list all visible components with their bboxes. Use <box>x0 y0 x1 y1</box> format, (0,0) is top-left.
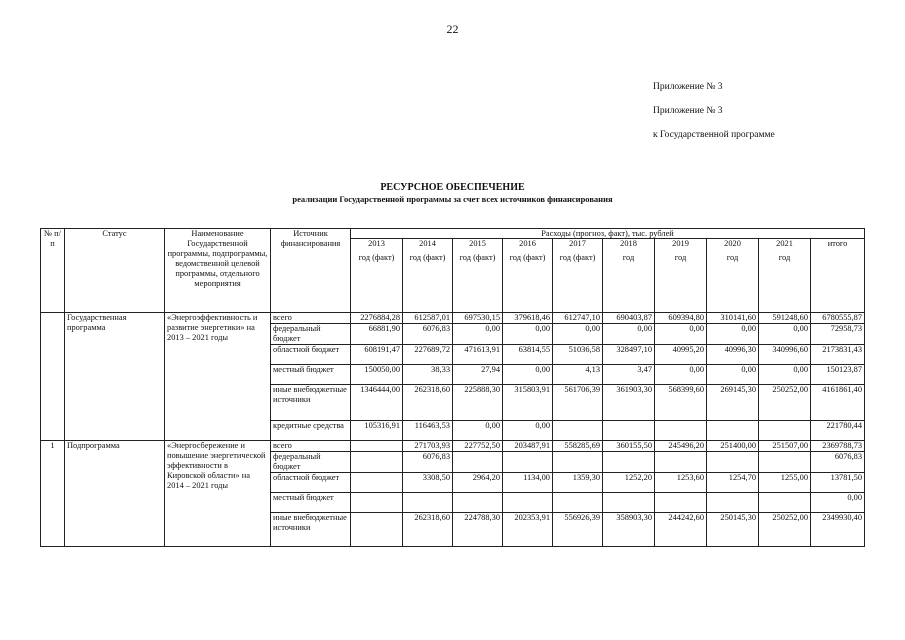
header-year-type: год <box>674 253 687 262</box>
row-source: всего <box>271 313 351 324</box>
cell-value: 1359,30 <box>553 473 603 493</box>
appendix-line-3: к Государственной программе <box>653 130 775 140</box>
cell-value: 227689,72 <box>403 345 453 365</box>
cell-value: 0,00 <box>453 421 503 441</box>
cell-value: 250145,30 <box>707 513 759 547</box>
cell-value: 1254,70 <box>707 473 759 493</box>
cell-value <box>553 421 603 441</box>
header-year-type: год (факт) <box>559 253 596 262</box>
row-num <box>41 313 65 441</box>
cell-value: 0,00 <box>603 324 655 345</box>
cell-total: 221780,44 <box>811 421 865 441</box>
cell-value <box>655 452 707 473</box>
cell-value <box>707 421 759 441</box>
cell-value: 262318,60 <box>403 513 453 547</box>
header-year-label: 2018 <box>620 239 637 248</box>
cell-value: 245496,20 <box>655 441 707 452</box>
row-num: 1 <box>41 441 65 547</box>
cell-value: 358903,30 <box>603 513 655 547</box>
cell-value: 0,00 <box>553 324 603 345</box>
header-year-label: 2019 <box>672 239 689 248</box>
cell-total: 13781,50 <box>811 473 865 493</box>
cell-value <box>351 441 403 452</box>
header-year-type: год <box>622 253 635 262</box>
row-status: Подпрограмма <box>65 441 165 547</box>
header-year-2018 <box>603 239 655 313</box>
header-year-2016 <box>503 239 553 313</box>
cell-value <box>503 493 553 513</box>
cell-value <box>603 493 655 513</box>
cell-value: 0,00 <box>503 421 553 441</box>
cell-value: 251400,00 <box>707 441 759 452</box>
cell-value: 227752,50 <box>453 441 503 452</box>
cell-value: 0,00 <box>453 324 503 345</box>
cell-value: 315803,91 <box>503 385 553 421</box>
cell-value: 4,13 <box>553 365 603 385</box>
cell-value: 310141,60 <box>707 313 759 324</box>
header-year-2013 <box>351 239 403 313</box>
cell-total: 2369788,73 <box>811 441 865 452</box>
cell-value: 203487,91 <box>503 441 553 452</box>
cell-value: 224788,30 <box>453 513 503 547</box>
cell-value: 558285,69 <box>553 441 603 452</box>
cell-value: 116463,53 <box>403 421 453 441</box>
cell-value: 6076,83 <box>403 452 453 473</box>
row-source: местный бюджет <box>271 365 351 385</box>
cell-value <box>403 493 453 513</box>
header-year-2020 <box>707 239 759 313</box>
cell-value: 244242,60 <box>655 513 707 547</box>
header-name: Наименование Государственной программы, подпрограммы, ведомственной целевой программы, отдельного мероприятия <box>165 229 271 313</box>
document-title: РЕСУРСНОЕ ОБЕСПЕЧЕНИЕ <box>380 182 525 193</box>
cell-value: 271703,93 <box>403 441 453 452</box>
cell-value <box>351 493 403 513</box>
header-year-2021 <box>759 239 811 313</box>
cell-value: 0,00 <box>707 324 759 345</box>
cell-value: 0,00 <box>655 365 707 385</box>
row-source: местный бюджет <box>271 493 351 513</box>
header-year-type: год (факт) <box>358 253 395 262</box>
cell-value <box>553 493 603 513</box>
row-name: «Энергосбережение и повышение энергетической эффективности в Кировской области» на 2014 – 2021 годы <box>165 441 271 547</box>
header-year-2019 <box>655 239 707 313</box>
table-row <box>41 313 865 324</box>
cell-value: 40996,30 <box>707 345 759 365</box>
cell-value <box>453 452 503 473</box>
cell-total: 72958,73 <box>811 324 865 345</box>
cell-value <box>453 493 503 513</box>
header-source: Источник финансирования <box>271 229 351 313</box>
cell-value: 3308,50 <box>403 473 453 493</box>
cell-value: 0,00 <box>503 365 553 385</box>
cell-total: 6780555,87 <box>811 313 865 324</box>
cell-value <box>707 452 759 473</box>
cell-value <box>553 452 603 473</box>
header-year-label: 2017 <box>569 239 586 248</box>
row-source: кредитные средства <box>271 421 351 441</box>
cell-value <box>759 493 811 513</box>
cell-value: 251507,00 <box>759 441 811 452</box>
cell-total: 4161861,40 <box>811 385 865 421</box>
table-row <box>41 441 865 452</box>
cell-value: 3,47 <box>603 365 655 385</box>
cell-value: 612587,01 <box>403 313 453 324</box>
cell-value: 1252,20 <box>603 473 655 493</box>
cell-value: 269145,30 <box>707 385 759 421</box>
cell-value: 340996,60 <box>759 345 811 365</box>
cell-value: 561706,39 <box>553 385 603 421</box>
cell-value <box>655 493 707 513</box>
cell-value <box>603 452 655 473</box>
header-year-2014 <box>403 239 453 313</box>
cell-value: 608191,47 <box>351 345 403 365</box>
header-expenses: Расходы (прогноз, факт), тыс. рублей <box>351 229 865 239</box>
cell-value: 471613,91 <box>453 345 503 365</box>
cell-total: 6076,83 <box>811 452 865 473</box>
row-source: областной бюджет <box>271 473 351 493</box>
cell-value: 250252,00 <box>759 513 811 547</box>
cell-value: 568399,60 <box>655 385 707 421</box>
row-source: областной бюджет <box>271 345 351 365</box>
cell-value: 556926,39 <box>553 513 603 547</box>
cell-total: 150123,87 <box>811 365 865 385</box>
cell-value: 0,00 <box>759 365 811 385</box>
cell-value: 361903,30 <box>603 385 655 421</box>
cell-value: 328497,10 <box>603 345 655 365</box>
resource-table <box>40 228 865 547</box>
cell-value: 1134,00 <box>503 473 553 493</box>
page-number: 22 <box>446 22 459 36</box>
header-status: Статус <box>65 229 165 313</box>
row-source: иные внебюджетные источники <box>271 513 351 547</box>
cell-value <box>759 421 811 441</box>
cell-value: 38,33 <box>403 365 453 385</box>
cell-value: 202353,91 <box>503 513 553 547</box>
header-year-type: год (факт) <box>459 253 496 262</box>
cell-value <box>655 421 707 441</box>
cell-value: 250252,00 <box>759 385 811 421</box>
cell-value: 51036,58 <box>553 345 603 365</box>
header-year-type: год (факт) <box>409 253 446 262</box>
cell-value <box>351 473 403 493</box>
cell-value <box>759 452 811 473</box>
cell-value <box>351 452 403 473</box>
cell-value: 2276884,28 <box>351 313 403 324</box>
cell-value: 690403,87 <box>603 313 655 324</box>
header-num: № п/п <box>41 229 65 313</box>
header-year-label: 2020 <box>724 239 741 248</box>
header-total: итого <box>811 239 865 313</box>
cell-value: 591248,60 <box>759 313 811 324</box>
header-year-type: год (факт) <box>509 253 546 262</box>
cell-value: 1346444,00 <box>351 385 403 421</box>
row-name: «Энергоэффективность и развитие энергетики» на 2013 – 2021 годы <box>165 313 271 441</box>
cell-total: 2173831,43 <box>811 345 865 365</box>
cell-value: 40995,20 <box>655 345 707 365</box>
cell-value: 0,00 <box>759 324 811 345</box>
cell-value <box>707 493 759 513</box>
cell-value <box>603 421 655 441</box>
header-year-label: 2015 <box>469 239 486 248</box>
cell-value: 0,00 <box>655 324 707 345</box>
cell-value: 2964,20 <box>453 473 503 493</box>
header-year-label: 2013 <box>368 239 385 248</box>
cell-value <box>503 452 553 473</box>
cell-value <box>351 513 403 547</box>
row-source: федеральный бюджет <box>271 324 351 345</box>
document-subtitle: реализации Государственной программы за счет всех источников финансирования <box>292 194 613 204</box>
cell-value: 105316,91 <box>351 421 403 441</box>
cell-total: 0,00 <box>811 493 865 513</box>
cell-value: 1253,60 <box>655 473 707 493</box>
header-year-2015 <box>453 239 503 313</box>
cell-value: 27,94 <box>453 365 503 385</box>
cell-value: 262318,60 <box>403 385 453 421</box>
cell-value: 66881,90 <box>351 324 403 345</box>
appendix-line-2: Приложение № 3 <box>653 106 723 116</box>
cell-value: 697530,15 <box>453 313 503 324</box>
header-year-label: 2014 <box>419 239 436 248</box>
cell-value: 379618,46 <box>503 313 553 324</box>
header-year-label: 2016 <box>519 239 536 248</box>
cell-value: 1255,00 <box>759 473 811 493</box>
cell-value: 63814,55 <box>503 345 553 365</box>
header-year-type: год <box>726 253 739 262</box>
header-year-2017 <box>553 239 603 313</box>
row-source: иные внебюджетные источники <box>271 385 351 421</box>
cell-value: 6076,83 <box>403 324 453 345</box>
row-source: всего <box>271 441 351 452</box>
cell-total: 2349930,40 <box>811 513 865 547</box>
header-year-label: 2021 <box>776 239 793 248</box>
cell-value: 225888,30 <box>453 385 503 421</box>
cell-value: 150050,00 <box>351 365 403 385</box>
cell-value: 612747,10 <box>553 313 603 324</box>
cell-value: 0,00 <box>707 365 759 385</box>
cell-value: 360155,50 <box>603 441 655 452</box>
row-status: Государственная программа <box>65 313 165 441</box>
appendix-line-1: Приложение № 3 <box>653 82 723 92</box>
header-year-type: год <box>778 253 791 262</box>
cell-value: 609394,80 <box>655 313 707 324</box>
cell-value: 0,00 <box>503 324 553 345</box>
row-source: федеральный бюджет <box>271 452 351 473</box>
